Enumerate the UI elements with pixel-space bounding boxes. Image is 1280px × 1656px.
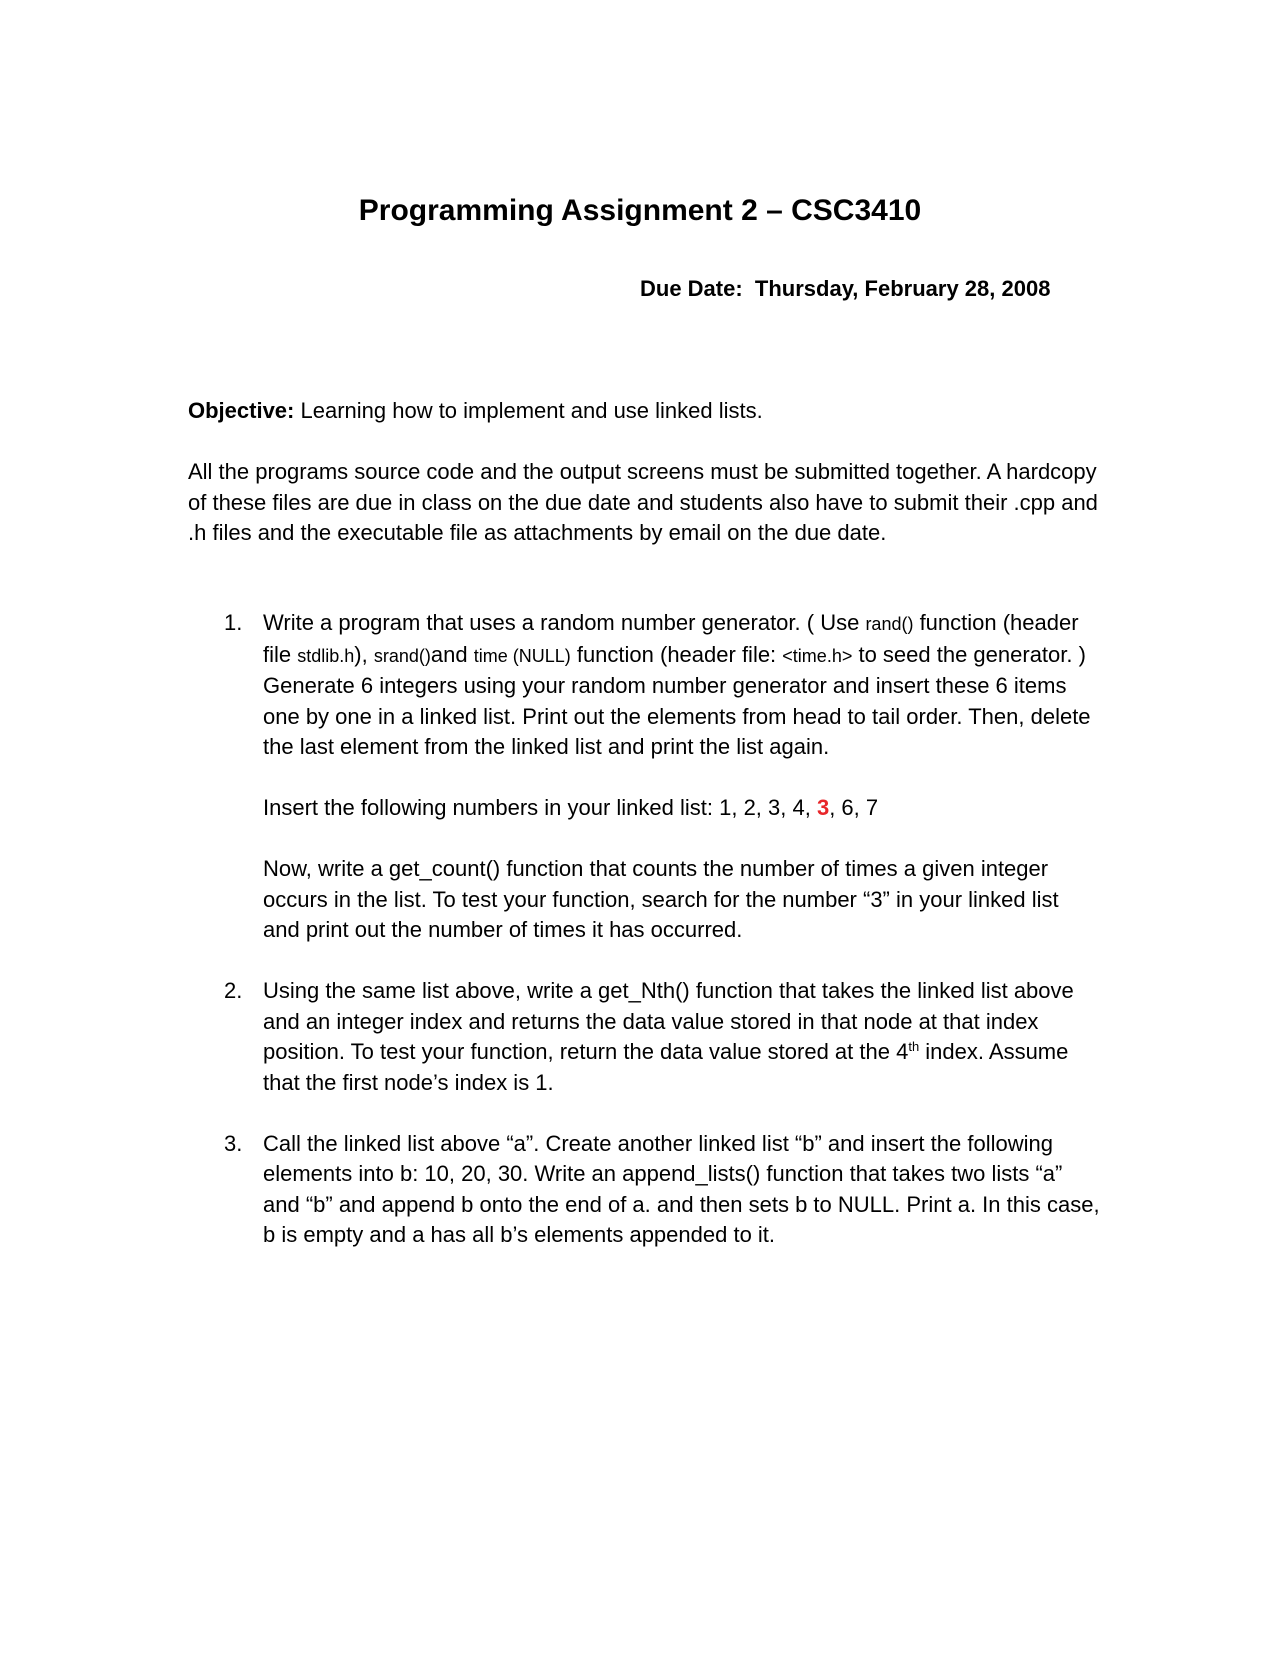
item-1-text: ), <box>354 641 374 667</box>
assignment-list <box>188 608 1100 1281</box>
code-rand: rand() <box>865 614 914 634</box>
due-date-label: Due Date: <box>640 276 743 301</box>
due-date-value: Thursday, February 28, 2008 <box>754 276 1051 301</box>
page-title: Programming Assignment 2 – CSC3410 <box>358 194 922 227</box>
item-2-text: Using the same list above, write a get_Nth() function that takes the linked list above and an integer index and returns the data value stored in that node at that index position. To test your function, return the data value stored at the 4 <box>263 978 1074 1064</box>
highlighted-number: 3 <box>816 795 830 820</box>
item-2-text: index. Assume that the first node’s index is 1. <box>263 1039 1069 1095</box>
due-date <box>640 275 1050 303</box>
numbers-prefix: Insert the following numbers in your linked list: 1, 2, 3, 4, <box>263 795 817 820</box>
objective-text: Learning how to implement and use linked lists. <box>294 398 763 423</box>
objective-label: Objective: <box>188 398 295 423</box>
numbers-suffix: , 6, 7 <box>829 795 879 820</box>
item-1-paragraph-3: Now, write a get_count() function that counts the number of times a given integer occurs in the list. To test your function, search for the number “3” in your linked list and print out the number of times it has occurred. <box>263 856 1059 942</box>
item-1-text: Write a program that uses a random number generator. ( Use <box>263 610 866 635</box>
item-1-paragraph-1 <box>263 608 1100 763</box>
list-item-3 <box>188 1129 1100 1251</box>
code-srand: srand() <box>373 645 431 666</box>
item-1-paragraph-2 <box>263 793 1100 824</box>
code-time-null: time (NULL) <box>473 645 571 666</box>
item-1-text: function (header file <box>263 610 1079 667</box>
item-1-text: and <box>430 641 474 667</box>
objective-paragraph <box>188 396 1100 427</box>
item-1-text: function (header file: <box>570 641 783 667</box>
code-time-h: <time.h> <box>782 645 853 666</box>
item-3-paragraph: Call the linked list above “a”. Create another linked list “b” and insert the following elements into b: 10, 20, 30. Write an append_lists() function that takes two lists “a” and “b” and append b onto the end of a. and then sets b to NULL. Print a. In this case, b is empty and a has all b’s elements appended to it. <box>263 1130 1100 1247</box>
list-item-1 <box>188 608 1100 946</box>
item-2-paragraph <box>263 976 1100 1098</box>
list-item-2 <box>188 976 1100 1098</box>
intro-paragraph: All the programs source code and the output screens must be submitted together. A hardcopy of these files are due in class on the due date and students also have to submit their .cpp and .h files and the executable file as attachments by email on the due date. <box>188 459 1098 545</box>
code-stdlib: stdlib.h <box>297 645 355 666</box>
item-1-text: to seed the generator. ) Generate 6 integers using your random number generator and insert these 6 items one by one in a linked list. Print out the elements from head to tail order. Then, delete the last element from the linked list and print the list again. <box>263 641 1091 759</box>
list-item-number: 1. <box>224 610 243 635</box>
list-item-number: 2. <box>224 978 243 1003</box>
list-item-number: 3. <box>224 1130 243 1156</box>
ordinal-superscript: th <box>908 1039 920 1054</box>
